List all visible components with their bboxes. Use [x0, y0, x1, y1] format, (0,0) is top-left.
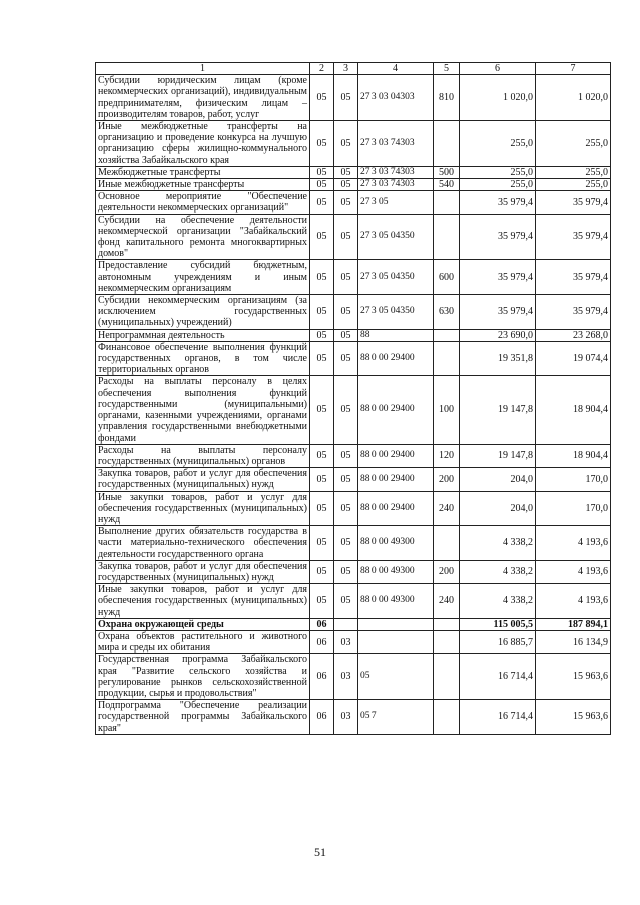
- subsection-code: 05: [334, 295, 358, 330]
- section-code: 06: [310, 618, 334, 630]
- table-row: [96, 341, 611, 376]
- amount-year-1: 23 690,0: [460, 329, 536, 341]
- row-name: Государственная программа Забайкальского края "Развитие сельского хозяйства и регулирование рынков сельскохозяйственной продукции, сырья и продовольствия": [96, 654, 310, 700]
- expense-type-code: [434, 630, 460, 653]
- expense-type-code: 600: [434, 260, 460, 295]
- section-code: 05: [310, 376, 334, 444]
- row-name: Расходы на выплаты персоналу государственных (муниципальных) органов: [96, 444, 310, 467]
- row-name: Закупка товаров, работ и услуг для обеспечения государственных (муниципальных) нужд: [96, 468, 310, 491]
- section-code: 05: [310, 560, 334, 583]
- section-code: 05: [310, 260, 334, 295]
- subsection-code: 05: [334, 444, 358, 467]
- table-row: [96, 584, 611, 619]
- page-number: 51: [314, 845, 326, 859]
- amount-year-1: 255,0: [460, 179, 536, 191]
- amount-year-2: 18 904,4: [536, 444, 611, 467]
- section-code: 06: [310, 654, 334, 700]
- section-code: 05: [310, 444, 334, 467]
- section-code: 05: [310, 75, 334, 121]
- table-row: [96, 468, 611, 491]
- subsection-code: 05: [334, 121, 358, 167]
- target-article-code: 88 0 00 49300: [358, 560, 434, 583]
- subsection-code: 03: [334, 700, 358, 735]
- subsection-code: 05: [334, 329, 358, 341]
- target-article-code: 27 3 03 04303: [358, 75, 434, 121]
- header-row: [96, 63, 611, 75]
- amount-year-2: 255,0: [536, 166, 611, 178]
- header-cell: 1: [96, 63, 310, 75]
- target-article-code: 88 0 00 29400: [358, 341, 434, 376]
- row-name: Охрана объектов растительного и животного мира и среды их обитания: [96, 630, 310, 653]
- amount-year-1: 35 979,4: [460, 191, 536, 214]
- subsection-code: 03: [334, 630, 358, 653]
- table-row: [96, 444, 611, 467]
- header-cell: 5: [434, 63, 460, 75]
- header-cell: 7: [536, 63, 611, 75]
- expense-type-code: [434, 526, 460, 561]
- section-code: 06: [310, 630, 334, 653]
- expense-type-code: [434, 214, 460, 260]
- amount-year-1: 19 351,8: [460, 341, 536, 376]
- table-row: [96, 166, 611, 178]
- header-cell: 2: [310, 63, 334, 75]
- target-article-code: 88 0 00 29400: [358, 468, 434, 491]
- table-row: [96, 295, 611, 330]
- target-article-code: 05 7: [358, 700, 434, 735]
- header-cell: 3: [334, 63, 358, 75]
- amount-year-2: 15 963,6: [536, 654, 611, 700]
- expense-type-code: [434, 329, 460, 341]
- table-row: [96, 260, 611, 295]
- amount-year-2: 1 020,0: [536, 75, 611, 121]
- amount-year-2: 4 193,6: [536, 584, 611, 619]
- section-code: 05: [310, 491, 334, 526]
- target-article-code: 27 3 03 74303: [358, 179, 434, 191]
- expense-type-code: [434, 700, 460, 735]
- amount-year-2: 23 268,0: [536, 329, 611, 341]
- target-article-code: 88 0 00 49300: [358, 526, 434, 561]
- amount-year-1: 4 338,2: [460, 560, 536, 583]
- amount-year-2: 170,0: [536, 491, 611, 526]
- subsection-code: 05: [334, 214, 358, 260]
- expense-type-code: 100: [434, 376, 460, 444]
- row-name: Предоставление субсидий бюджетным, автономным учреждениям и иным некоммерческим организациям: [96, 260, 310, 295]
- section-code: 05: [310, 121, 334, 167]
- table-row: [96, 179, 611, 191]
- amount-year-1: 16 885,7: [460, 630, 536, 653]
- table-row: [96, 700, 611, 735]
- section-code: 05: [310, 295, 334, 330]
- target-article-code: 27 3 05 04350: [358, 260, 434, 295]
- amount-year-2: 16 134,9: [536, 630, 611, 653]
- amount-year-1: 115 005,5: [460, 618, 536, 630]
- table-row: [96, 491, 611, 526]
- subsection-code: 05: [334, 341, 358, 376]
- table-row: [96, 630, 611, 653]
- table-row: [96, 376, 611, 444]
- section-code: 05: [310, 526, 334, 561]
- row-name: Непрограммная деятельность: [96, 329, 310, 341]
- row-name: Расходы на выплаты персоналу в целях обеспечения выполнения функций государственными (муниципальными) органами, казенными учреждениями, органами управления государственными внебюджетными фондами: [96, 376, 310, 444]
- row-name: Субсидии юридическим лицам (кроме некоммерческих организаций), индивидуальным предпринимателям, физическим лицам – производителям товаров, работ, услуг: [96, 75, 310, 121]
- expense-type-code: 500: [434, 166, 460, 178]
- table-row: [96, 618, 611, 630]
- amount-year-1: 4 338,2: [460, 526, 536, 561]
- expense-type-code: 240: [434, 491, 460, 526]
- amount-year-2: 35 979,4: [536, 295, 611, 330]
- subsection-code: 05: [334, 179, 358, 191]
- row-name: Субсидии на обеспечение деятельности некоммерческой организации "Забайкальский фонд капитального ремонта многоквартирных домов": [96, 214, 310, 260]
- amount-year-2: 18 904,4: [536, 376, 611, 444]
- target-article-code: 27 3 05: [358, 191, 434, 214]
- amount-year-1: 204,0: [460, 468, 536, 491]
- expense-type-code: 240: [434, 584, 460, 619]
- amount-year-2: 35 979,4: [536, 191, 611, 214]
- target-article-code: 27 3 05 04350: [358, 214, 434, 260]
- row-name: Иные закупки товаров, работ и услуг для обеспечения государственных (муниципальных) нужд: [96, 491, 310, 526]
- amount-year-2: 35 979,4: [536, 214, 611, 260]
- amount-year-1: 19 147,8: [460, 376, 536, 444]
- target-article-code: 05: [358, 654, 434, 700]
- row-name: Финансовое обеспечение выполнения функций государственных органов, в том числе территориальных органов: [96, 341, 310, 376]
- subsection-code: 05: [334, 191, 358, 214]
- section-code: 05: [310, 329, 334, 341]
- table-row: [96, 191, 611, 214]
- subsection-code: 05: [334, 166, 358, 178]
- amount-year-1: 16 714,4: [460, 654, 536, 700]
- subsection-code: 05: [334, 560, 358, 583]
- expense-type-code: [434, 654, 460, 700]
- subsection-code: [334, 618, 358, 630]
- amount-year-1: 35 979,4: [460, 260, 536, 295]
- expense-type-code: 120: [434, 444, 460, 467]
- expense-type-code: [434, 191, 460, 214]
- section-code: 05: [310, 468, 334, 491]
- row-name: Иные межбюджетные трансферты: [96, 179, 310, 191]
- subsection-code: 05: [334, 491, 358, 526]
- amount-year-2: 4 193,6: [536, 526, 611, 561]
- row-name: Иные межбюджетные трансферты на организацию и проведение конкурса на лучшую организацию сферы жилищно-коммунального хозяйства Забайкальского края: [96, 121, 310, 167]
- amount-year-1: 35 979,4: [460, 214, 536, 260]
- expense-type-code: [434, 121, 460, 167]
- section-code: 05: [310, 179, 334, 191]
- section-code: 06: [310, 700, 334, 735]
- table-row: [96, 560, 611, 583]
- amount-year-1: 16 714,4: [460, 700, 536, 735]
- subsection-code: 05: [334, 260, 358, 295]
- expense-type-code: 200: [434, 560, 460, 583]
- row-name: Межбюджетные трансферты: [96, 166, 310, 178]
- row-name: Основное мероприятие "Обеспечение деятельности некоммерческих организаций": [96, 191, 310, 214]
- amount-year-1: 204,0: [460, 491, 536, 526]
- table-row: [96, 526, 611, 561]
- amount-year-2: 187 894,1: [536, 618, 611, 630]
- row-name: Подпрограмма "Обеспечение реализации государственной программы Забайкальского края": [96, 700, 310, 735]
- subsection-code: 05: [334, 75, 358, 121]
- row-name: Закупка товаров, работ и услуг для обеспечения государственных (муниципальных) нужд: [96, 560, 310, 583]
- amount-year-2: 170,0: [536, 468, 611, 491]
- amount-year-2: 35 979,4: [536, 260, 611, 295]
- table-row: [96, 75, 611, 121]
- section-code: 05: [310, 191, 334, 214]
- section-code: 05: [310, 166, 334, 178]
- header-cell: 4: [358, 63, 434, 75]
- amount-year-2: 255,0: [536, 179, 611, 191]
- amount-year-2: 19 074,4: [536, 341, 611, 376]
- subsection-code: 03: [334, 654, 358, 700]
- amount-year-2: 4 193,6: [536, 560, 611, 583]
- subsection-code: 05: [334, 584, 358, 619]
- amount-year-1: 255,0: [460, 121, 536, 167]
- target-article-code: 88 0 00 29400: [358, 376, 434, 444]
- section-code: 05: [310, 214, 334, 260]
- subsection-code: 05: [334, 376, 358, 444]
- amount-year-1: 19 147,8: [460, 444, 536, 467]
- target-article-code: 27 3 03 74303: [358, 166, 434, 178]
- row-name: Иные закупки товаров, работ и услуг для обеспечения государственных (муниципальных) нужд: [96, 584, 310, 619]
- subsection-code: 05: [334, 526, 358, 561]
- section-code: 05: [310, 341, 334, 376]
- target-article-code: 88 0 00 29400: [358, 444, 434, 467]
- subsection-code: 05: [334, 468, 358, 491]
- header-cell: 6: [460, 63, 536, 75]
- table-row: [96, 121, 611, 167]
- expense-type-code: 540: [434, 179, 460, 191]
- amount-year-2: 15 963,6: [536, 700, 611, 735]
- expense-type-code: 810: [434, 75, 460, 121]
- target-article-code: 27 3 05 04350: [358, 295, 434, 330]
- target-article-code: 88: [358, 329, 434, 341]
- target-article-code: 88 0 00 29400: [358, 491, 434, 526]
- target-article-code: 27 3 03 74303: [358, 121, 434, 167]
- table-row: [96, 654, 611, 700]
- target-article-code: 88 0 00 49300: [358, 584, 434, 619]
- row-name: Выполнение других обязательств государства в части материально-технического обеспечения деятельности государственного органа: [96, 526, 310, 561]
- target-article-code: [358, 630, 434, 653]
- budget-table: [95, 62, 611, 735]
- table-row: [96, 329, 611, 341]
- row-name: Субсидии некоммерческим организациям (за исключением государственных (муниципальных) учреждений): [96, 295, 310, 330]
- expense-type-code: 630: [434, 295, 460, 330]
- table-row: [96, 214, 611, 260]
- amount-year-1: 35 979,4: [460, 295, 536, 330]
- row-name: Охрана окружающей среды: [96, 618, 310, 630]
- section-code: 05: [310, 584, 334, 619]
- expense-type-code: [434, 618, 460, 630]
- expense-type-code: 200: [434, 468, 460, 491]
- expense-type-code: [434, 341, 460, 376]
- amount-year-1: 255,0: [460, 166, 536, 178]
- target-article-code: [358, 618, 434, 630]
- amount-year-1: 1 020,0: [460, 75, 536, 121]
- amount-year-2: 255,0: [536, 121, 611, 167]
- amount-year-1: 4 338,2: [460, 584, 536, 619]
